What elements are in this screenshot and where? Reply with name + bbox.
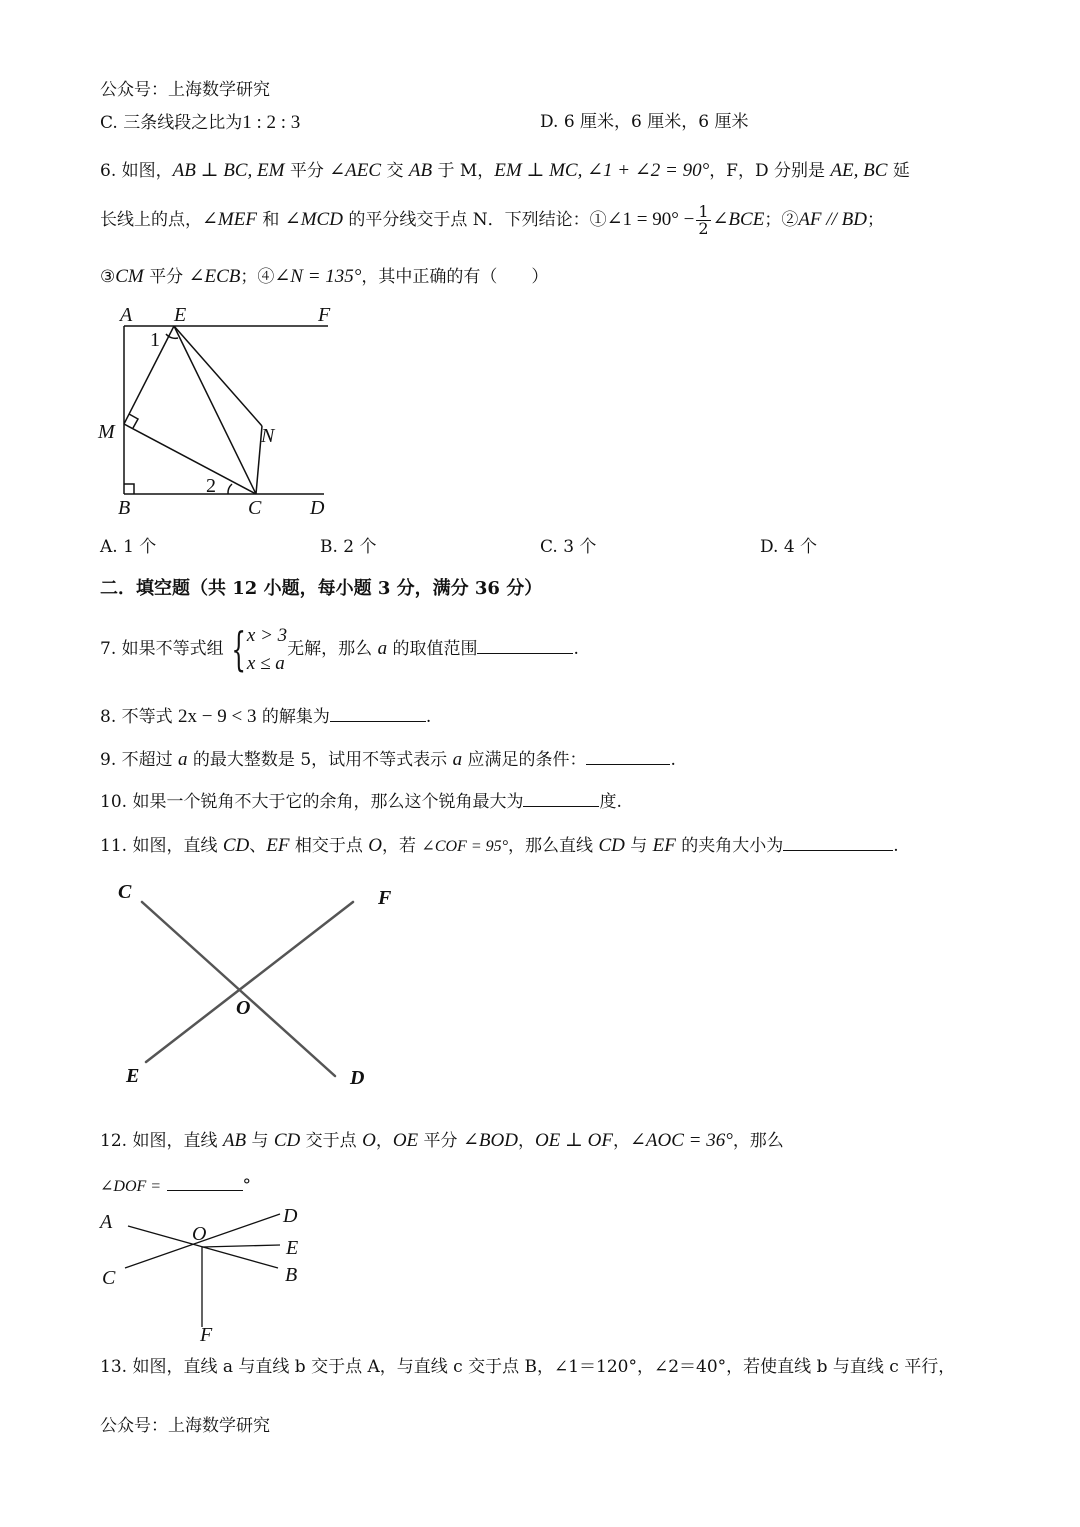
q11-text: ，那么直线 xyxy=(508,836,599,856)
label-b: B xyxy=(118,497,131,519)
q7-math: a xyxy=(377,638,388,660)
q12-text: ， xyxy=(612,1131,630,1151)
q11-text: 的夹角大小为 xyxy=(675,836,784,856)
q12-math: ∠BOD xyxy=(462,1130,518,1151)
q12-text: 与 xyxy=(246,1131,274,1151)
q12-text: 平分 xyxy=(418,1131,463,1151)
label-b: B xyxy=(285,1264,298,1286)
q11-math: EF xyxy=(266,835,290,856)
footer-text: 公众号：上海数学研究 xyxy=(100,1416,270,1436)
q11-text: . xyxy=(893,836,899,856)
q11-text: 与 xyxy=(624,836,653,856)
q8-text: 8. 不等式 xyxy=(100,707,179,727)
label-e: E xyxy=(286,1237,299,1259)
q12-math: OE xyxy=(392,1130,419,1151)
q7-text: . xyxy=(573,639,579,660)
q6-text: ； xyxy=(866,210,884,230)
q10-text: 10. 如果一个锐角不大于它的余角，那么这个锐角最大为 xyxy=(100,792,524,812)
q12-math: O xyxy=(362,1130,376,1151)
q12-text: ， xyxy=(517,1131,535,1151)
q5-option-c-label: C. 三条线段之比为 xyxy=(100,113,243,133)
q5-option-d: D. 6 厘米，6 厘米，6 厘米 xyxy=(540,112,749,132)
label-d: D xyxy=(350,1067,365,1089)
q11-text: 11. 如图，直线 xyxy=(100,836,223,856)
q6-text: ，F，D 分别是 xyxy=(709,161,831,181)
q12-text: 12. 如图，直线 xyxy=(100,1131,223,1151)
label-c: C xyxy=(118,881,132,903)
q8-math: 2x − 9 < 3 xyxy=(178,706,257,727)
label-a: A xyxy=(100,1211,113,1233)
q6-text: 交 xyxy=(381,161,409,181)
label-f: F xyxy=(378,887,392,909)
q7-inequality-1: x > 3 xyxy=(246,625,288,647)
label-n: N xyxy=(261,425,275,447)
q6-math: ∠MEF xyxy=(202,209,257,230)
label-angle-1: 1 xyxy=(150,329,160,351)
q12-math: CD xyxy=(273,1130,301,1151)
q6-math: AF // BD xyxy=(798,209,867,230)
q6-text: ③ xyxy=(100,267,116,287)
q11-math: ∠COF = 95° xyxy=(421,838,509,855)
q13-line: 13. 如图，直线 a 与直线 b 交于点 A，与直线 c 交于点 B，∠1＝120°，∠2＝40°，若使直线 b 与直线 c 平行， xyxy=(100,1357,956,1377)
fraction-denominator: 2 xyxy=(698,219,709,238)
q6-option-c: C. 3 个 xyxy=(540,537,597,557)
q11-text: 相交于点 xyxy=(289,836,369,856)
q6-math: AB ⊥ BC, EM xyxy=(172,160,285,181)
q6-math: ∠ECB xyxy=(188,266,241,287)
label-f: F xyxy=(200,1324,213,1346)
q9-text: 的最大整数是 5，试用不等式表示 xyxy=(187,750,453,770)
q6-text: 于 M， xyxy=(432,161,495,181)
section-title: 二．填空题（共 12 小题，每小题 3 分，满分 36 分） xyxy=(100,578,543,599)
q12-text: 交于点 xyxy=(300,1131,363,1151)
label-e: E xyxy=(126,1065,140,1087)
q11-math: CD xyxy=(222,835,250,856)
q6-math: ∠1 = 90° − xyxy=(606,209,695,230)
q6-math: CM xyxy=(115,266,144,287)
label-c: C xyxy=(102,1267,116,1289)
label-e: E xyxy=(174,304,187,326)
q10-text: 度. xyxy=(599,792,622,812)
q6-math: ∠N = 135° xyxy=(274,266,362,287)
q7-text: 无解，那么 xyxy=(287,639,378,660)
q6-math: ∠BCE xyxy=(712,209,765,230)
q12-text: ，那么 xyxy=(732,1131,784,1151)
q12-math: OE ⊥ OF xyxy=(534,1130,613,1151)
q9-text: 应满足的条件： xyxy=(462,750,587,770)
q6-math: ∠AEC xyxy=(329,160,382,181)
q11-math: CD xyxy=(598,835,625,856)
q11-text: 、 xyxy=(249,836,267,856)
q6-option-a: A. 1 个 xyxy=(100,537,157,557)
q9-text: 9. 不超过 xyxy=(100,750,179,770)
q6-text: 延 xyxy=(887,161,910,181)
q12-math: ∠AOC = 36° xyxy=(629,1130,733,1151)
q11-text: ，若 xyxy=(382,836,422,856)
q7-inequality-2: x ≤ a xyxy=(246,652,285,674)
q12-math: ∠DOF = xyxy=(100,1178,162,1195)
label-f: F xyxy=(318,304,331,326)
q6-math: ∠MCD xyxy=(284,209,343,230)
q9-math: a xyxy=(178,749,188,770)
q6-option-b: B. 2 个 xyxy=(320,537,377,557)
q5-option-c-ratio: 1 : 2 : 3 xyxy=(242,112,301,133)
header-text: 公众号：上海数学研究 xyxy=(100,80,270,100)
q8-text: 的解集为 xyxy=(256,707,330,727)
q8-text: . xyxy=(425,707,432,727)
q6-text: ；④ xyxy=(240,267,275,287)
label-d: D xyxy=(310,497,325,519)
q6-text: 的平分线交于点 N．下列结论：① xyxy=(342,210,607,230)
label-angle-2: 2 xyxy=(206,475,216,497)
q6-text: ；② xyxy=(764,210,799,230)
q7-text: 7. 如果不等式组 xyxy=(100,639,224,660)
q6-text: 和 xyxy=(256,210,285,230)
q6-text: ，其中正确的有（ ） xyxy=(361,267,549,287)
q11-math: O xyxy=(368,835,383,856)
q6-option-d: D. 4 个 xyxy=(760,537,818,557)
q6-math: AE, BC xyxy=(830,160,888,181)
ray-oe xyxy=(202,1245,280,1247)
q6-text: 平分 xyxy=(284,161,330,181)
q7-text: 的取值范围 xyxy=(387,639,478,660)
label-o: O xyxy=(236,997,251,1019)
fraction-numerator: 1 xyxy=(698,202,709,221)
q9-text: . xyxy=(670,750,676,770)
label-o: O xyxy=(192,1223,207,1245)
label-d: D xyxy=(283,1205,298,1227)
q12-math: AB xyxy=(222,1130,247,1151)
degree-sign: ° xyxy=(242,1176,251,1196)
label-c: C xyxy=(248,497,262,519)
q6-text: 平分 xyxy=(143,267,189,287)
q11-math: EF xyxy=(652,835,676,856)
label-a: A xyxy=(120,304,133,326)
q9-math: a xyxy=(452,749,463,770)
q12-text: ， xyxy=(375,1131,393,1151)
q6-text: 长线上的点， xyxy=(100,210,202,230)
q6-text: 6. 如图， xyxy=(100,161,173,181)
q6-math: EM ⊥ MC, ∠1 + ∠2 = 90° xyxy=(494,160,710,181)
brace-icon: { xyxy=(230,622,246,676)
label-m: M xyxy=(98,421,115,443)
q6-math: AB xyxy=(408,160,433,181)
